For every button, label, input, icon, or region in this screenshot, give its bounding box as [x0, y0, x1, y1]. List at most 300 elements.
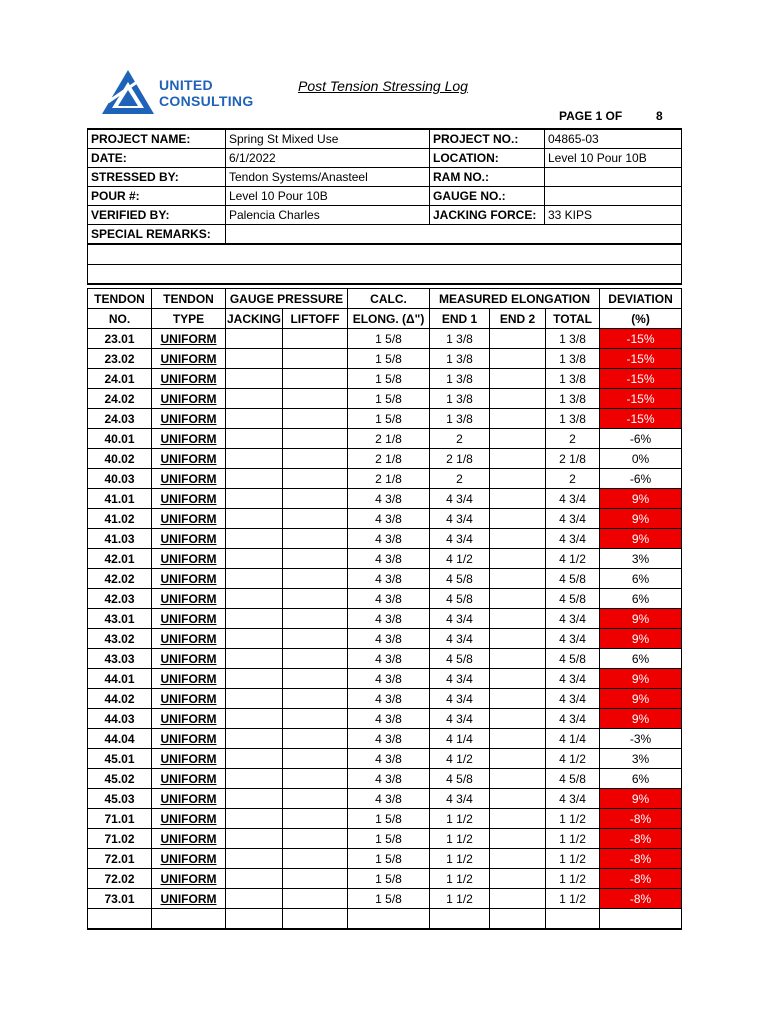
deviation-cell: -3%	[600, 729, 682, 749]
jacking-cell	[226, 649, 283, 669]
tendon-no-cell: 45.03	[88, 789, 152, 809]
deviation-cell: 9%	[600, 529, 682, 549]
end1-cell: 4 3/4	[430, 689, 490, 709]
liftoff-cell	[283, 709, 348, 729]
liftoff-cell	[283, 849, 348, 869]
table-row	[88, 529, 682, 549]
company-name	[159, 77, 254, 109]
total-cell: 4 1/2	[546, 749, 600, 769]
end2-cell	[490, 549, 546, 569]
table-row	[88, 489, 682, 509]
deviation-cell: -8%	[600, 829, 682, 849]
liftoff-cell	[283, 589, 348, 609]
blank-cell	[283, 909, 348, 929]
tendon-type-link[interactable]: UNIFORM	[152, 369, 226, 389]
total-cell: 4 3/4	[546, 689, 600, 709]
pour-label: POUR #:	[88, 187, 226, 206]
end1-cell: 4 3/4	[430, 789, 490, 809]
stressing-log-table	[87, 288, 682, 930]
deviation-cell: 6%	[600, 569, 682, 589]
calc-elong-cell: 1 5/8	[348, 329, 430, 349]
col-liftoff: LIFTOFF	[283, 309, 348, 329]
table-row	[88, 509, 682, 529]
end1-cell: 4 3/4	[430, 489, 490, 509]
jacking-cell	[226, 509, 283, 529]
info-row-pour	[88, 187, 682, 206]
tendon-no-cell: 44.01	[88, 669, 152, 689]
end1-cell: 2	[430, 429, 490, 449]
tendon-type-link[interactable]: UNIFORM	[152, 709, 226, 729]
page-total: 8	[656, 109, 663, 123]
deviation-cell: 6%	[600, 649, 682, 669]
date-label: DATE:	[88, 149, 226, 168]
jacking-cell	[226, 869, 283, 889]
project-no-label: PROJECT NO.:	[430, 129, 545, 149]
total-cell: 4 3/4	[546, 609, 600, 629]
tendon-type-link[interactable]: UNIFORM	[152, 869, 226, 889]
info-row-date	[88, 149, 682, 168]
jacking-cell	[226, 709, 283, 729]
total-cell: 1 3/8	[546, 369, 600, 389]
jacking-cell	[226, 549, 283, 569]
tendon-no-cell: 24.03	[88, 409, 152, 429]
jacking-cell	[226, 829, 283, 849]
tendon-no-cell: 40.03	[88, 469, 152, 489]
calc-elong-cell: 4 3/8	[348, 749, 430, 769]
end1-cell: 4 3/4	[430, 509, 490, 529]
header-row-1	[88, 289, 682, 309]
end1-cell: 1 1/2	[430, 849, 490, 869]
liftoff-cell	[283, 469, 348, 489]
jacking-cell	[226, 429, 283, 449]
table-row	[88, 549, 682, 569]
end2-cell	[490, 769, 546, 789]
total-cell: 4 5/8	[546, 649, 600, 669]
end1-cell: 1 1/2	[430, 809, 490, 829]
total-cell: 4 3/4	[546, 629, 600, 649]
blank-cell	[88, 909, 152, 929]
col-gauge-pressure: GAUGE PRESSURE	[226, 289, 348, 309]
table-row	[88, 709, 682, 729]
liftoff-cell	[283, 809, 348, 829]
end2-cell	[490, 849, 546, 869]
calc-elong-cell: 4 3/8	[348, 609, 430, 629]
info-row-project	[88, 129, 682, 149]
company-logo	[100, 68, 270, 118]
tendon-type-link[interactable]: UNIFORM	[152, 549, 226, 569]
deviation-cell: 3%	[600, 549, 682, 569]
col-end1: END 1	[430, 309, 490, 329]
tendon-type-link[interactable]: UNIFORM	[152, 529, 226, 549]
jacking-cell	[226, 769, 283, 789]
total-cell: 2 1/8	[546, 449, 600, 469]
jacking-cell	[226, 589, 283, 609]
end1-cell: 4 3/4	[430, 609, 490, 629]
project-name-value: Spring St Mixed Use	[226, 129, 430, 149]
deviation-cell: 9%	[600, 489, 682, 509]
deviation-cell: 6%	[600, 769, 682, 789]
end1-cell: 2 1/8	[430, 449, 490, 469]
deviation-cell: -15%	[600, 329, 682, 349]
col-jacking: JACKING	[226, 309, 283, 329]
liftoff-cell	[283, 609, 348, 629]
tendon-no-cell: 45.02	[88, 769, 152, 789]
calc-elong-cell: 4 3/8	[348, 489, 430, 509]
jacking-cell	[226, 889, 283, 909]
end2-cell	[490, 449, 546, 469]
deviation-cell: -15%	[600, 349, 682, 369]
end1-cell: 4 3/4	[430, 629, 490, 649]
liftoff-cell	[283, 529, 348, 549]
calc-elong-cell: 1 5/8	[348, 409, 430, 429]
tendon-type-link[interactable]: UNIFORM	[152, 489, 226, 509]
jacking-cell	[226, 329, 283, 349]
end2-cell	[490, 589, 546, 609]
liftoff-cell	[283, 329, 348, 349]
table-row	[88, 689, 682, 709]
liftoff-cell	[283, 669, 348, 689]
blank-cell	[226, 909, 283, 929]
jacking-cell	[226, 749, 283, 769]
table-row	[88, 669, 682, 689]
company-name-line1: UNITED	[159, 77, 213, 93]
end1-cell: 4 5/8	[430, 649, 490, 669]
total-cell: 4 1/4	[546, 729, 600, 749]
jacking-cell	[226, 689, 283, 709]
end2-cell	[490, 389, 546, 409]
table-row	[88, 609, 682, 629]
tendon-type-link[interactable]: UNIFORM	[152, 629, 226, 649]
page-of-label: OF	[605, 109, 623, 123]
deviation-cell: 9%	[600, 789, 682, 809]
liftoff-cell	[283, 429, 348, 449]
jacking-cell	[226, 489, 283, 509]
table-row	[88, 849, 682, 869]
tendon-type-link[interactable]: UNIFORM	[152, 569, 226, 589]
tendon-no-cell: 73.01	[88, 889, 152, 909]
end1-cell: 1 3/8	[430, 369, 490, 389]
tendon-no-cell: 24.02	[88, 389, 152, 409]
tendon-no-cell: 42.02	[88, 569, 152, 589]
calc-elong-cell: 2 1/8	[348, 469, 430, 489]
blank-cell	[546, 909, 600, 929]
info-row-verified	[88, 206, 682, 225]
project-info-table	[87, 128, 682, 285]
blank-cell	[490, 909, 546, 929]
table-row	[88, 729, 682, 749]
end1-cell: 4 5/8	[430, 569, 490, 589]
table-row	[88, 389, 682, 409]
calc-elong-cell: 4 3/8	[348, 789, 430, 809]
calc-elong-cell: 4 3/8	[348, 669, 430, 689]
gauge-no-label: GAUGE NO.:	[430, 187, 545, 206]
tendon-no-cell: 43.02	[88, 629, 152, 649]
tendon-type-link[interactable]: UNIFORM	[152, 889, 226, 909]
end1-cell: 4 1/4	[430, 729, 490, 749]
tendon-type-link[interactable]: UNIFORM	[152, 389, 226, 409]
end2-cell	[490, 489, 546, 509]
tendon-type-link[interactable]: UNIFORM	[152, 849, 226, 869]
tendon-type-link[interactable]: UNIFORM	[152, 409, 226, 429]
deviation-cell: -8%	[600, 869, 682, 889]
deviation-cell: 9%	[600, 669, 682, 689]
jacking-cell	[226, 569, 283, 589]
liftoff-cell	[283, 689, 348, 709]
ram-no-label: RAM NO.:	[430, 168, 545, 187]
end2-cell	[490, 469, 546, 489]
calc-elong-cell: 4 3/8	[348, 589, 430, 609]
calc-elong-cell: 4 3/8	[348, 689, 430, 709]
calc-elong-cell: 1 5/8	[348, 849, 430, 869]
company-name-line2: CONSULTING	[159, 93, 254, 109]
tendon-no-cell: 41.01	[88, 489, 152, 509]
table-row	[88, 409, 682, 429]
end2-cell	[490, 709, 546, 729]
liftoff-cell	[283, 389, 348, 409]
tendon-no-cell: 44.03	[88, 709, 152, 729]
blank-cell	[348, 909, 430, 929]
col-deviation: DEVIATION	[600, 289, 682, 309]
calc-elong-cell: 2 1/8	[348, 429, 430, 449]
jacking-cell	[226, 389, 283, 409]
jacking-cell	[226, 789, 283, 809]
end2-cell	[490, 869, 546, 889]
table-row	[88, 589, 682, 609]
special-remarks-label: SPECIAL REMARKS:	[88, 225, 226, 245]
table-row	[88, 869, 682, 889]
tendon-type-link[interactable]: UNIFORM	[152, 829, 226, 849]
blank-cell	[600, 909, 682, 929]
liftoff-cell	[283, 569, 348, 589]
tendon-no-cell: 40.01	[88, 429, 152, 449]
blank-cell	[430, 909, 490, 929]
deviation-cell: -6%	[600, 429, 682, 449]
end2-cell	[490, 609, 546, 629]
pour-value: Level 10 Pour 10B	[226, 187, 430, 206]
blank-cell	[152, 909, 226, 929]
col-measured: MEASURED ELONGATION	[430, 289, 600, 309]
tendon-no-cell: 45.01	[88, 749, 152, 769]
deviation-cell: -15%	[600, 369, 682, 389]
end1-cell: 1 1/2	[430, 869, 490, 889]
col-deviation-sub: (%)	[600, 309, 682, 329]
total-cell: 2	[546, 469, 600, 489]
remarks-blank-row-1	[88, 244, 682, 264]
end2-cell	[490, 429, 546, 449]
end1-cell: 2	[430, 469, 490, 489]
table-row	[88, 829, 682, 849]
jacking-cell	[226, 669, 283, 689]
gauge-no-value	[545, 187, 682, 206]
ram-no-value	[545, 168, 682, 187]
calc-elong-cell: 1 5/8	[348, 389, 430, 409]
end2-cell	[490, 789, 546, 809]
tendon-type-link[interactable]: UNIFORM	[152, 729, 226, 749]
end1-cell: 1 3/8	[430, 389, 490, 409]
end1-cell: 4 5/8	[430, 589, 490, 609]
total-cell: 4 5/8	[546, 769, 600, 789]
tendon-no-cell: 44.02	[88, 689, 152, 709]
calc-elong-cell: 1 5/8	[348, 349, 430, 369]
deviation-cell: 0%	[600, 449, 682, 469]
end1-cell: 4 1/2	[430, 749, 490, 769]
total-cell: 4 3/4	[546, 489, 600, 509]
liftoff-cell	[283, 509, 348, 529]
total-cell: 1 1/2	[546, 809, 600, 829]
page-title: Post Tension Stressing Log	[298, 78, 468, 94]
tendon-type-link[interactable]: UNIFORM	[152, 749, 226, 769]
total-cell: 1 3/8	[546, 409, 600, 429]
project-no-value: 04865-03	[545, 129, 682, 149]
stressed-by-value: Tendon Systems/Anasteel	[226, 168, 430, 187]
deviation-cell: -8%	[600, 809, 682, 829]
col-total: TOTAL	[546, 309, 600, 329]
deviation-cell: 6%	[600, 589, 682, 609]
end2-cell	[490, 689, 546, 709]
blank-cell	[88, 264, 682, 284]
liftoff-cell	[283, 449, 348, 469]
deviation-cell: -8%	[600, 849, 682, 869]
end1-cell: 1 1/2	[430, 889, 490, 909]
tendon-no-cell: 71.02	[88, 829, 152, 849]
end2-cell	[490, 749, 546, 769]
tendon-no-cell: 44.04	[88, 729, 152, 749]
tendon-type-link[interactable]: UNIFORM	[152, 329, 226, 349]
table-row	[88, 809, 682, 829]
table-row	[88, 349, 682, 369]
calc-elong-cell: 1 5/8	[348, 809, 430, 829]
tendon-no-cell: 71.01	[88, 809, 152, 829]
tendon-type-link[interactable]: UNIFORM	[152, 669, 226, 689]
tendon-no-cell: 43.01	[88, 609, 152, 629]
table-row	[88, 329, 682, 349]
table-row	[88, 429, 682, 449]
verified-by-value: Palencia Charles	[226, 206, 430, 225]
deviation-cell: -8%	[600, 889, 682, 909]
deviation-cell: 9%	[600, 629, 682, 649]
deviation-cell: 9%	[600, 689, 682, 709]
info-row-stressed	[88, 168, 682, 187]
end2-cell	[490, 329, 546, 349]
total-cell: 2	[546, 429, 600, 449]
total-cell: 4 3/4	[546, 669, 600, 689]
end1-cell: 1 3/8	[430, 409, 490, 429]
info-row-remarks	[88, 225, 682, 245]
tendon-type-link[interactable]: UNIFORM	[152, 589, 226, 609]
total-cell: 1 1/2	[546, 849, 600, 869]
end1-cell: 4 3/4	[430, 669, 490, 689]
liftoff-cell	[283, 349, 348, 369]
end2-cell	[490, 349, 546, 369]
tendon-no-cell: 23.01	[88, 329, 152, 349]
tendon-no-cell: 41.02	[88, 509, 152, 529]
table-row	[88, 769, 682, 789]
jacking-force-label: JACKING FORCE:	[430, 206, 545, 225]
end2-cell	[490, 729, 546, 749]
table-row	[88, 789, 682, 809]
liftoff-cell	[283, 729, 348, 749]
tendon-type-link[interactable]: UNIFORM	[152, 809, 226, 829]
tendon-type-link[interactable]: UNIFORM	[152, 609, 226, 629]
liftoff-cell	[283, 889, 348, 909]
deviation-cell: 3%	[600, 749, 682, 769]
liftoff-cell	[283, 409, 348, 429]
tendon-type-link[interactable]: UNIFORM	[152, 449, 226, 469]
tendon-type-link[interactable]: UNIFORM	[152, 349, 226, 369]
jacking-cell	[226, 409, 283, 429]
verified-by-label: VERIFIED BY:	[88, 206, 226, 225]
table-row	[88, 569, 682, 589]
end1-cell: 1 3/8	[430, 349, 490, 369]
page-label: PAGE	[559, 109, 593, 123]
end2-cell	[490, 829, 546, 849]
end1-cell: 4 3/4	[430, 529, 490, 549]
tendon-no-cell: 72.01	[88, 849, 152, 869]
calc-elong-cell: 1 5/8	[348, 369, 430, 389]
deviation-cell: -6%	[600, 469, 682, 489]
calc-elong-cell: 4 3/8	[348, 769, 430, 789]
liftoff-cell	[283, 369, 348, 389]
jacking-cell	[226, 369, 283, 389]
calc-elong-cell: 4 3/8	[348, 649, 430, 669]
liftoff-cell	[283, 749, 348, 769]
total-cell: 4 3/4	[546, 529, 600, 549]
end1-cell: 1 3/8	[430, 329, 490, 349]
end2-cell	[490, 509, 546, 529]
tendon-no-cell: 24.01	[88, 369, 152, 389]
total-cell: 4 3/4	[546, 789, 600, 809]
jacking-cell	[226, 449, 283, 469]
end2-cell	[490, 569, 546, 589]
tendon-type-link[interactable]: UNIFORM	[152, 789, 226, 809]
deviation-cell: -15%	[600, 389, 682, 409]
total-cell: 1 1/2	[546, 869, 600, 889]
end2-cell	[490, 669, 546, 689]
tendon-type-link[interactable]: UNIFORM	[152, 509, 226, 529]
total-cell: 1 3/8	[546, 349, 600, 369]
liftoff-cell	[283, 769, 348, 789]
col-tendon-no: TENDON	[88, 289, 152, 309]
special-remarks-value	[226, 225, 682, 245]
tendon-type-link[interactable]: UNIFORM	[152, 769, 226, 789]
tendon-type-link[interactable]: UNIFORM	[152, 689, 226, 709]
calc-elong-cell: 1 5/8	[348, 869, 430, 889]
tendon-type-link[interactable]: UNIFORM	[152, 429, 226, 449]
deviation-cell: -15%	[600, 409, 682, 429]
tendon-no-cell: 23.02	[88, 349, 152, 369]
header-row-2	[88, 309, 682, 329]
end2-cell	[490, 369, 546, 389]
tendon-no-cell: 43.03	[88, 649, 152, 669]
end2-cell	[490, 629, 546, 649]
deviation-cell: 9%	[600, 509, 682, 529]
tendon-no-cell: 40.02	[88, 449, 152, 469]
tendon-type-link[interactable]: UNIFORM	[152, 649, 226, 669]
page-indicator	[559, 109, 663, 123]
end1-cell: 4 3/4	[430, 709, 490, 729]
location-value: Level 10 Pour 10B	[545, 149, 682, 168]
tendon-no-cell: 42.03	[88, 589, 152, 609]
tendon-type-link[interactable]: UNIFORM	[152, 469, 226, 489]
table-row	[88, 449, 682, 469]
jacking-force-value: 33 KIPS	[545, 206, 682, 225]
total-cell: 1 1/2	[546, 829, 600, 849]
col-calc: CALC.	[348, 289, 430, 309]
liftoff-cell	[283, 629, 348, 649]
jacking-cell	[226, 609, 283, 629]
date-value: 6/1/2022	[226, 149, 430, 168]
calc-elong-cell: 4 3/8	[348, 569, 430, 589]
